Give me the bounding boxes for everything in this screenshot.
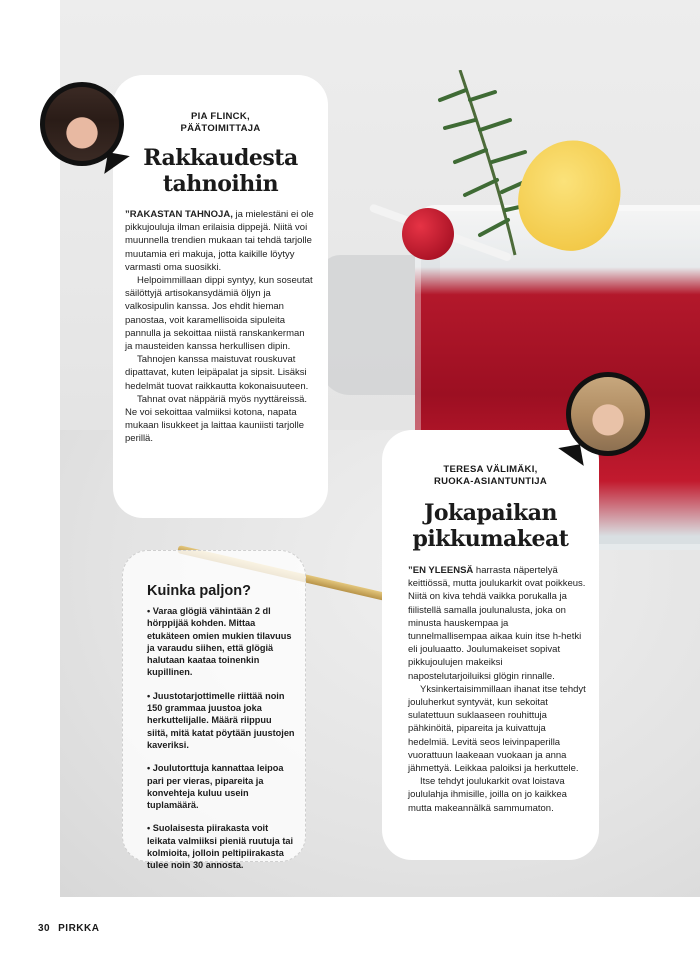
right-paragraph-1	[408, 564, 587, 683]
left-article-card	[113, 75, 328, 518]
left-paragraph-3: Tahnojen kanssa maistuvat rouskuvat dipattavat, kuten leipäpalat ja sipsit. Lisäksi hedelmät tuovat raikkautta kokonaisuuteen.	[125, 354, 309, 392]
right-author-name: TERESA VÄLIMÄKI,	[443, 464, 538, 475]
tips-item: • Juustotarjottimelle riittää noin 150 grammaa juustoa joka herkuttelijalle. Määrä riippuu siitä, mitä katat pöytään juustojen kaveriksi.	[147, 690, 295, 750]
author-photo	[45, 87, 119, 161]
cranberry-garnish	[402, 208, 454, 260]
tips-heading: Kuinka paljon?	[147, 583, 251, 599]
left-paragraph-1	[125, 208, 314, 274]
right-article-body	[408, 564, 587, 815]
tips-box	[122, 550, 306, 871]
magazine-name: PIRKKA	[58, 923, 100, 934]
left-lead: ”RAKASTAN TAHNOJA,	[125, 209, 233, 220]
right-paragraph-1-text: harrasta näpertelyä keittiössä, mutta joulukarkit ovat poikkeus. Niitä on kiva tehdä vaikka porukalla ja fiilistellä samalla joulunalusta, joka on minusta hauskempaa ja tunnelmallisempaa aikaa kuin itse h-hetki eli jouluaatto. Joulumakeiset sopivat pikkujoulujen makeiksi napostelutarjoiluiksi glögin rinnalle.	[408, 565, 586, 682]
page-number: 30	[38, 923, 51, 934]
right-paragraph-3: Itse tehdyt joulukarkit ovat loistava joululahja ihmisille, joilla on jo kaikkea mutta makeannälkä sammumaton.	[408, 776, 567, 814]
left-title-line-1: Rakkaudesta	[143, 145, 298, 171]
left-title-line-2: tahnoihin	[162, 171, 279, 197]
page-footer	[38, 923, 107, 934]
right-author-role: RUOKA-ASIANTUNTIJA	[433, 476, 548, 487]
tips-item: • Joulutorttuja kannattaa leipoa pari per vieras, pipareita ja konvehteja kuluu usein tuplamäärä.	[147, 763, 284, 811]
left-author-role: PÄÄTOIMITTAJA	[180, 123, 261, 134]
left-author-name: PIA FLINCK,	[191, 111, 250, 122]
left-byline	[113, 111, 328, 135]
left-article-body	[125, 208, 314, 446]
right-title	[382, 500, 599, 552]
right-title-line-1: Jokapaikan	[423, 500, 558, 526]
speech-bubble-tail	[104, 152, 129, 177]
author-avatar-teresa	[566, 372, 650, 456]
right-title-line-2: pikkumakeat	[412, 526, 569, 552]
tips-item: • Varaa glögiä vähintään 2 dl hörppijää kohden. Mittaa etukäteen omien mukien tilavuus ja varaudu siihen, että glögiä halutaan kaataa toinenkin kupillinen.	[147, 606, 292, 678]
tips-item: • Suolaisesta piirakasta voit leikata valmiiksi pieniä ruutuja tai kolmioita, jolloin peltipiirakasta tulee noin 30 annosta.	[147, 823, 294, 871]
author-photo	[571, 377, 645, 451]
right-article-card	[382, 430, 599, 860]
left-paragraph-1-text: ja mielestäni ei ole pikkujouluja ilman erilaisia dippejä. Niitä voi muunnella trendien mukaan tai tehdä tarjolle muutamia eri makuja, jotta kaikille löytyy varmasti oma suosikki.	[125, 209, 314, 273]
tips-list	[147, 605, 295, 872]
left-paragraph-2: Helpoimmillaan dippi syntyy, kun soseutat säilöttyjä artisokansydämiä öljyn ja valkosipulin kanssa. Jos ehdit hieman panostaa, voit karamellisoida sipuleita pannulla ja sekoittaa niistä ranskankerman ja mausteiden kanssa herkullisen dipin.	[125, 275, 313, 353]
left-paragraph-4: Tahnat ovat näppäriä myös nyyttäreissä. Ne voi sekoittaa valmiiksi kotona, napata mukaan lisukkeet ja laittaa kauniisti tarjolle perillä.	[125, 393, 308, 445]
right-paragraph-2: Yksinkertaisimmillaan ihanat itse tehdyt jouluherkut syntyvät, kun sekoitat sulatettuun suklaaseen rouhittuja pähkinöitä, pipareita ja kuivattuja hedelmiä. Levitä seos leivinpaperilla vuorattuun laakeaan vuokaan ja anna jähmettyä. Leikkaa paloiksi ja herkuttele.	[408, 683, 586, 775]
speech-bubble-tail	[558, 444, 583, 469]
right-lead: ”EN YLEENSÄ	[408, 565, 474, 576]
author-avatar-pia	[40, 82, 124, 166]
left-title	[113, 145, 328, 197]
